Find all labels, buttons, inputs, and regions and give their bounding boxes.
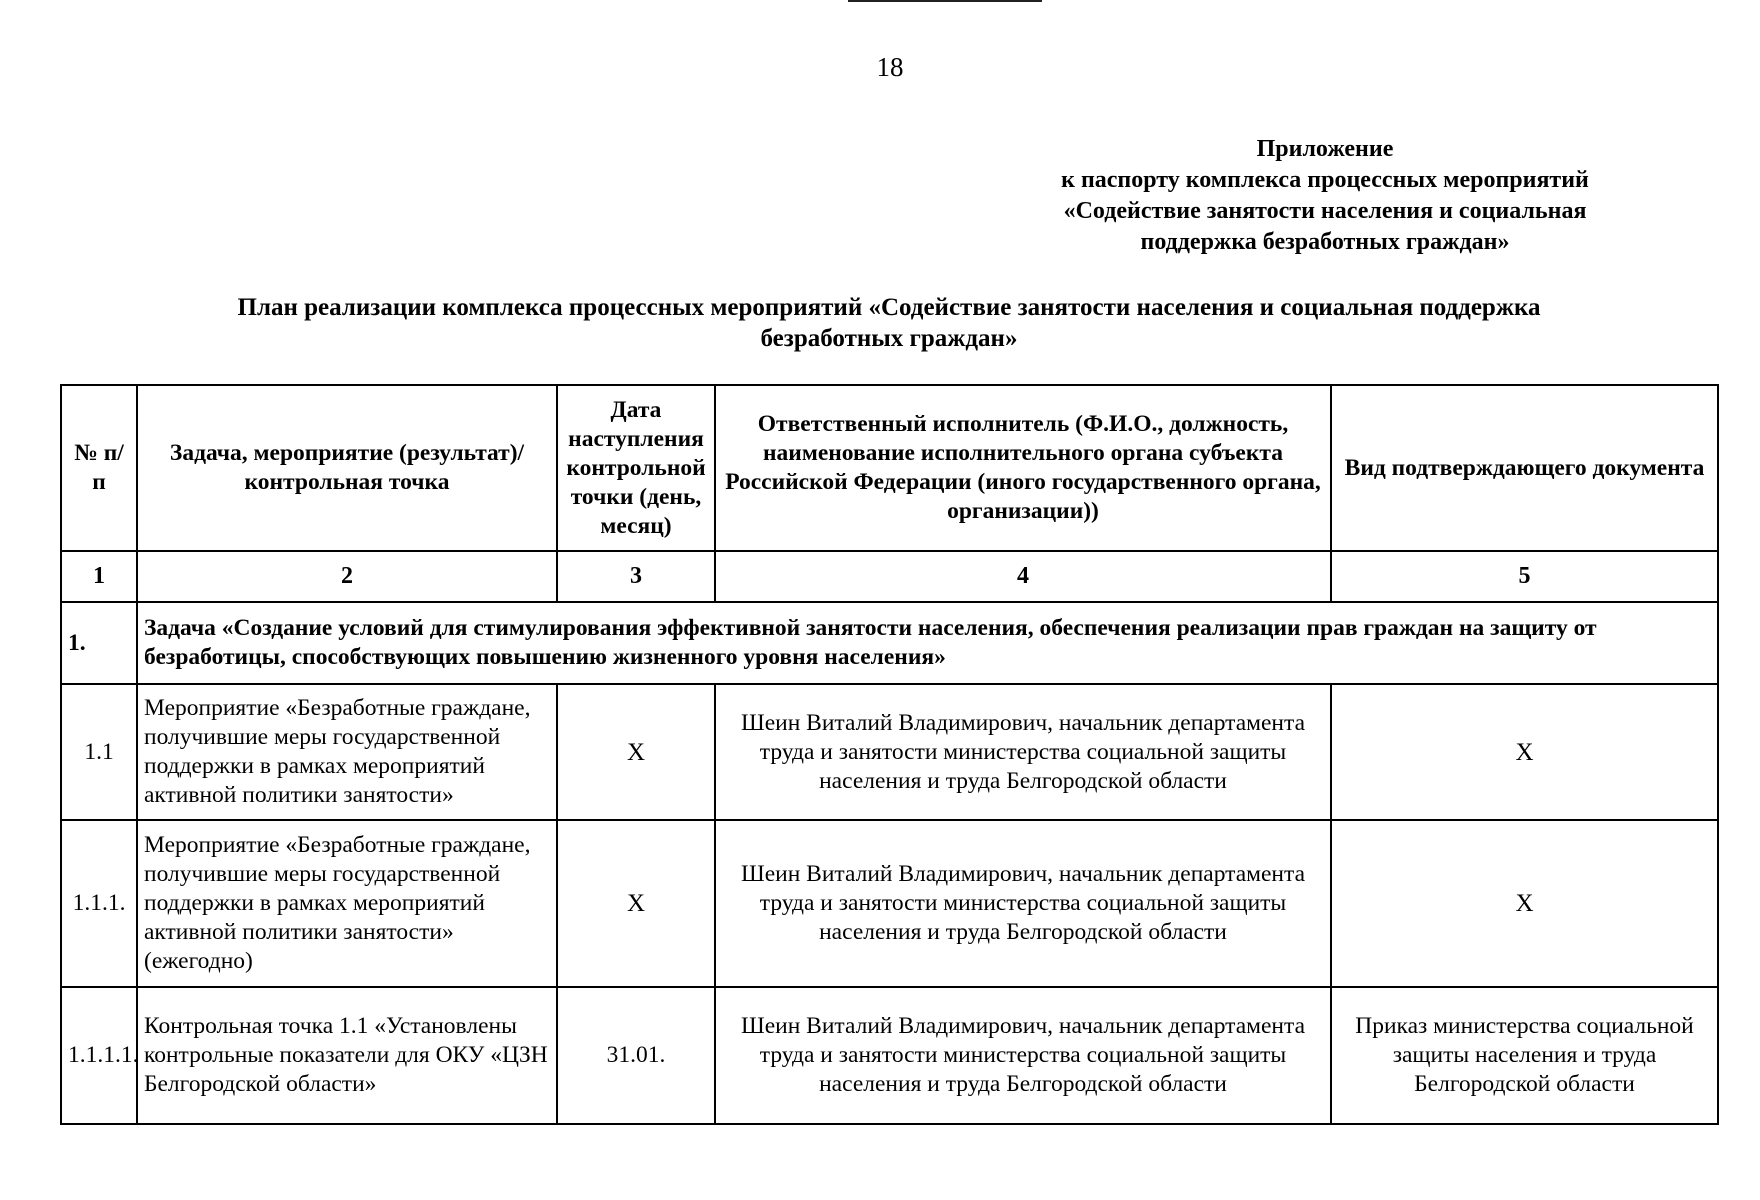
row-number: 1.1.1.1.: [61, 987, 137, 1124]
row-document: X: [1331, 684, 1718, 820]
header-task: Задача, мероприятие (результат)/ контрольная точка: [137, 385, 557, 551]
row-document: X: [1331, 820, 1718, 987]
row-date: 31.01.: [557, 987, 715, 1124]
row-responsible: Шеин Виталий Владимирович, начальник департамента труда и занятости министерства социальной защиты населения и труда Белгородской области: [715, 987, 1331, 1124]
row-date: X: [557, 820, 715, 987]
title-line: План реализации комплекса процессных мероприятий «Содействие занятости населения и социальная поддержка: [237, 294, 1541, 321]
row-number: 1.1: [61, 684, 137, 820]
task-text: Задача «Создание условий для стимулирования эффективной занятости населения, обеспечения реализации прав граждан на защиту от безработицы, способствующих повышению жизненного уровня населения»: [137, 602, 1718, 684]
column-index: 3: [557, 551, 715, 602]
row-task: Контрольная точка 1.1 «Установлены контрольные показатели для ОКУ «ЦЗН Белгородской области»: [137, 987, 557, 1124]
title-line: безработных граждан»: [760, 325, 1018, 352]
header-document: Вид подтверждающего документа: [1331, 385, 1718, 551]
column-index-row: [61, 551, 1718, 602]
appendix-header: [985, 134, 1665, 258]
row-document: Приказ министерства социальной защиты населения и труда Белгородской области: [1331, 987, 1718, 1124]
row-number: 1.1.1.: [61, 820, 137, 987]
appendix-line: поддержка безработных граждан»: [1140, 229, 1510, 255]
header-row: [61, 385, 1718, 551]
header-date: Дата наступления контрольной точки (день, месяц): [557, 385, 715, 551]
task-number: 1.: [61, 602, 137, 684]
top-edge-line: [848, 0, 1042, 2]
table-row: [61, 820, 1718, 987]
row-date: X: [557, 684, 715, 820]
header-responsible: Ответственный исполнитель (Ф.И.О., должность, наименование исполнительного органа субъекта Российской Федерации (иного государственного органа, организации)): [715, 385, 1331, 551]
document-title: [60, 292, 1718, 354]
column-index: 2: [137, 551, 557, 602]
header-num: № п/п: [61, 385, 137, 551]
column-index: 5: [1331, 551, 1718, 602]
row-responsible: Шеин Виталий Владимирович, начальник департамента труда и занятости министерства социальной защиты населения и труда Белгородской области: [715, 684, 1331, 820]
table-row: [61, 684, 1718, 820]
row-task: Мероприятие «Безработные граждане, получившие меры государственной поддержки в рамках мероприятий активной политики занятости»: [137, 684, 557, 820]
plan-table: [60, 384, 1719, 1125]
appendix-line: Приложение: [1256, 136, 1394, 162]
appendix-line: к паспорту комплекса процессных мероприятий: [1061, 167, 1589, 193]
appendix-line: «Содействие занятости населения и социальная: [1063, 198, 1587, 224]
table-row: [61, 987, 1718, 1124]
page-number: 18: [876, 52, 904, 82]
column-index: 4: [715, 551, 1331, 602]
row-task: Мероприятие «Безработные граждане, получившие меры государственной поддержки в рамках мероприятий активной политики занятости» (ежегодно): [137, 820, 557, 987]
task-row: [61, 602, 1718, 684]
row-responsible: Шеин Виталий Владимирович, начальник департамента труда и занятости министерства социальной защиты населения и труда Белгородской области: [715, 820, 1331, 987]
column-index: 1: [61, 551, 137, 602]
